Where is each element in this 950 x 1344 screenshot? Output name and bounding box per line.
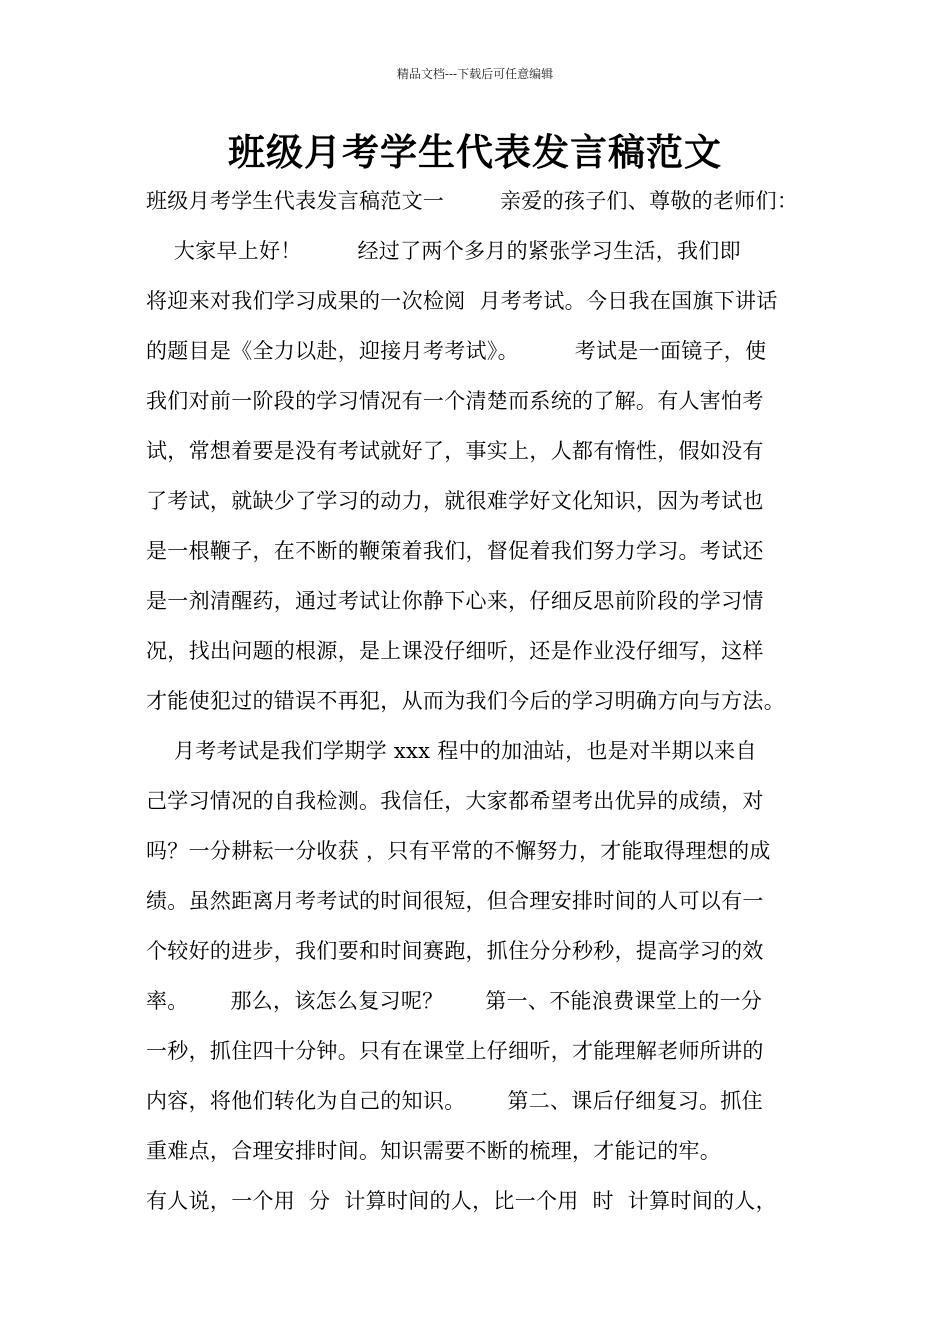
body-line: 是一剂清醒药，通过考试让你静下心来，仔细反思前阶段的学习情 xyxy=(146,589,764,613)
body-line: 试，常想着要是没有考试就好了，事实上，人都有惰性，假如没有 xyxy=(146,439,764,463)
body-line: 的题目是《全力以赴，迎接月考考试》。 考试是一面镜子，使 xyxy=(146,339,767,363)
body-line: 将迎来对我们学习成果的一次检阅 月考考试。今日我在国旗下讲话 xyxy=(146,289,778,313)
body-line: 我们对前一阶段的学习情况有一个清楚而系统的了解。有人害怕考 xyxy=(146,389,764,413)
body-line: 月考考试是我们学期学 xxx 程中的加油站，也是对半期以来自 xyxy=(146,739,757,763)
body-line: 有人说，一个用 分 计算时间的人，比一个用 时 计算时间的人， xyxy=(146,1189,777,1213)
body-line: 吗？一分耕耘一分收获 ，只有平常的不懈努力，才能取得理想的成 xyxy=(146,839,771,863)
body-line: 班级月考学生代表发言稿范文一 亲爱的孩子们、尊敬的老师们： xyxy=(146,189,799,213)
body-line: 重难点，合理安排时间。知识需要不断的梳理，才能记的牢。 xyxy=(146,1139,722,1163)
body-line: 了考试，就缺少了学习的动力，就很难学好文化知识，因为考试也 xyxy=(146,489,764,513)
body-line: 才能使犯过的错误不再犯，从而为我们今后的学习明确方向与方法。 xyxy=(146,689,785,713)
body-line: 况，找出问题的根源，是上课没仔细听，还是作业没仔细写，这样 xyxy=(146,639,764,663)
body-line: 大家早上好！ 经过了两个多月的紧张学习生活，我们即 xyxy=(146,239,741,263)
body-line: 一秒，抓住四十分钟。只有在课堂上仔细听，才能理解老师所讲的 xyxy=(146,1039,764,1063)
body-line: 内容，将他们转化为自己的知识。 第二、课后仔细复习。抓住 xyxy=(146,1089,763,1113)
body-line: 率。 那么，该怎么复习呢？ 第一、不能浪费课堂上的一分 xyxy=(146,989,763,1013)
document-title: 班级月考学生代表发言稿范文 xyxy=(228,131,722,174)
body-line: 个较好的进步，我们要和时间赛跑，抓住分分秒秒，提高学习的效 xyxy=(146,939,764,963)
header-note: 精品文档---下载后可任意编辑 xyxy=(396,67,554,81)
body-line: 是一根鞭子，在不断的鞭策着我们，督促着我们努力学习。考试还 xyxy=(146,539,764,563)
body-line: 己学习情况的自我检测。我信任，大家都希望考出优异的成绩，对 xyxy=(146,789,764,813)
body-line: 绩。虽然距离月考考试的时间很短，但合理安排时间的人可以有一 xyxy=(146,889,764,913)
